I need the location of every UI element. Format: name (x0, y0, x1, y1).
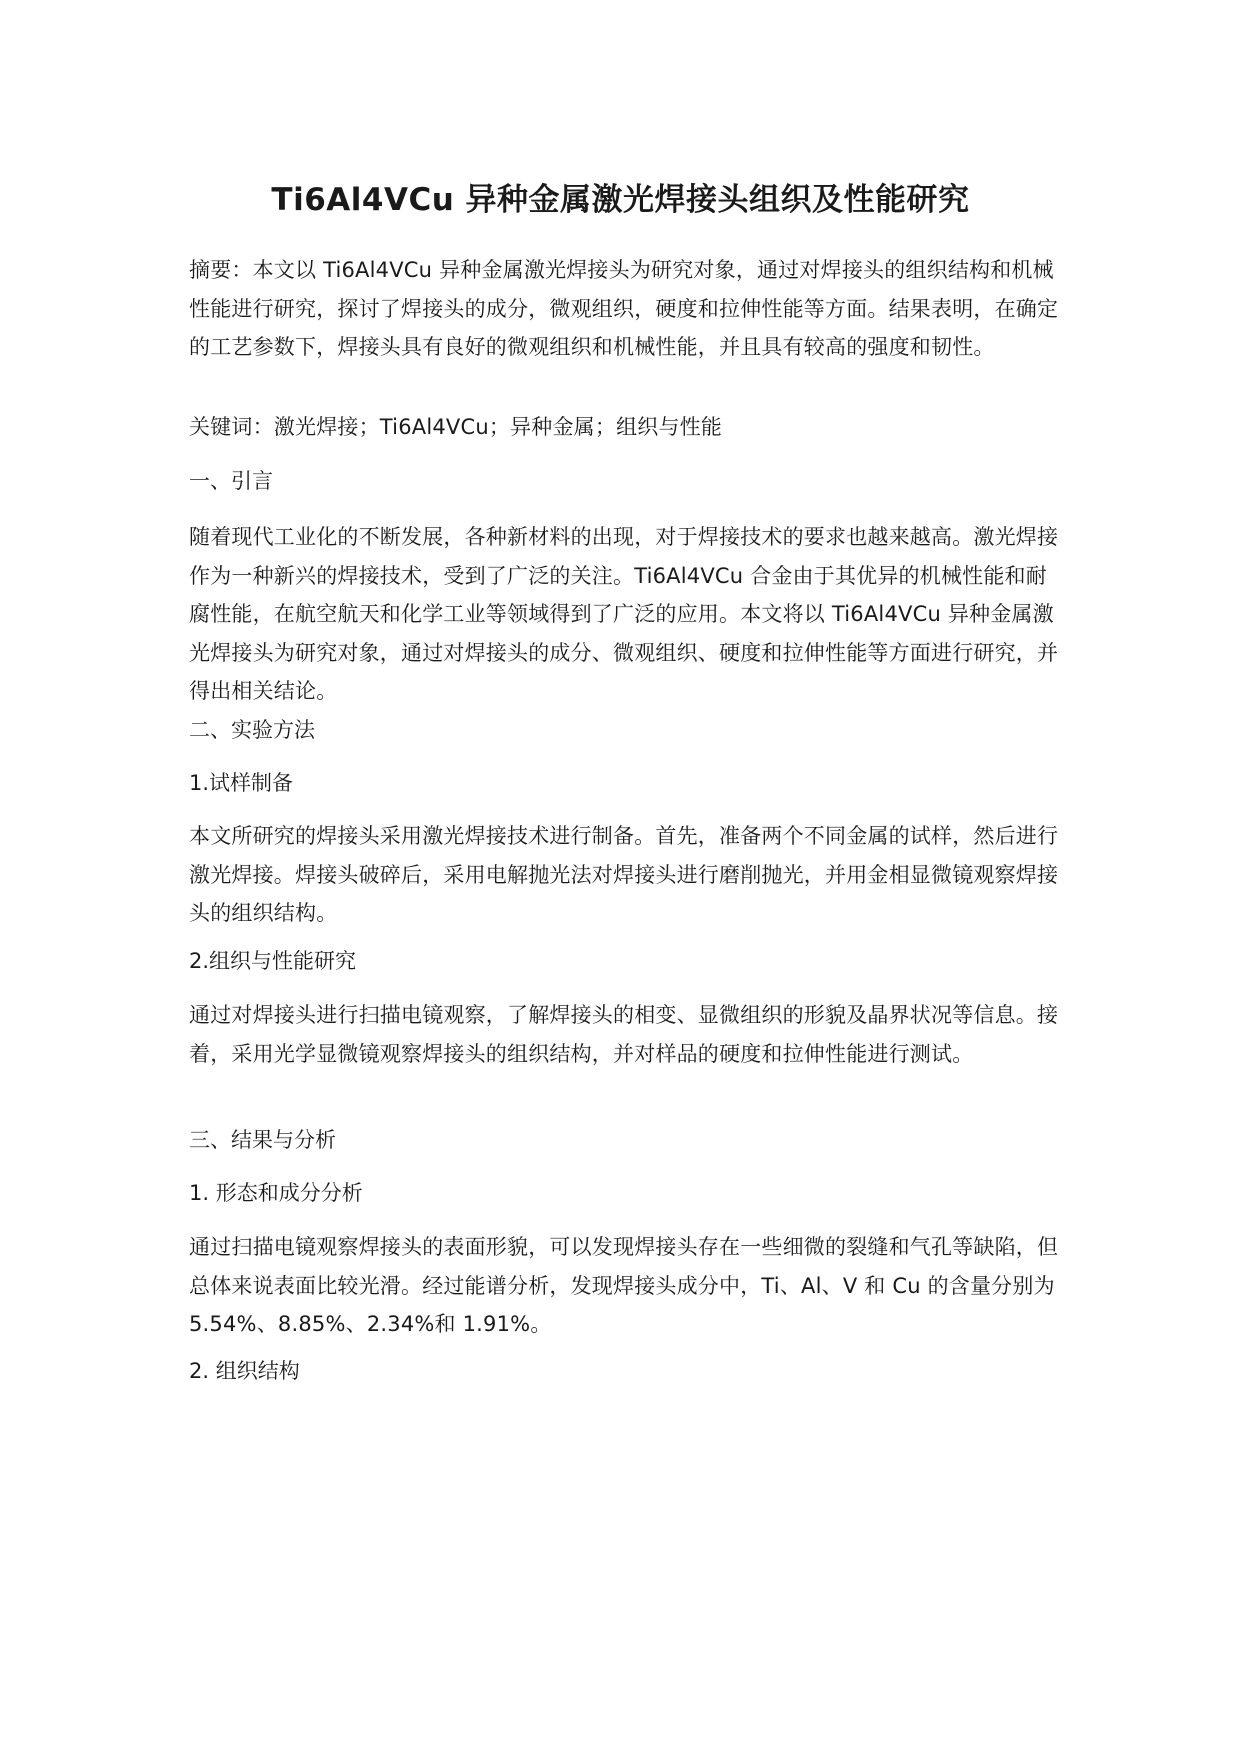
section-heading-methods: 二、实验方法 (189, 718, 315, 742)
morphology-composition-paragraph: 通过扫描电镜观察焊接头的表面形貌，可以发现焊接头存在一些细微的裂缝和气孔等缺陷，但总体来说表面比较光滑。经过能谱分析，发现焊接头成分中，Ti、Al、V 和 Cu 的含量分别为 5.54%、8.85%、2.34%和 1.91%。 (189, 1235, 1059, 1336)
introduction-paragraph: 随着现代工业化的不断发展，各种新材料的出现，对于焊接技术的要求也越来越高。激光焊接作为一种新兴的焊接技术，受到了广泛的关注。Ti6Al4VCu 合金由于其优异的机械性能和耐腐性能，在航空航天和化学工业等领域得到了广泛的应用。本文将以 Ti6Al4VCu 异种金属激光焊接头为研究对象，通过对焊接头的成分、微观组织、硬度和拉伸性能等方面进行研究，并得出相关结论。 (189, 525, 1059, 703)
keywords-line: 关键词：激光焊接；Ti6Al4VCu；异种金属；组织与性能 (189, 415, 723, 439)
section-heading-results: 三、结果与分析 (189, 1128, 336, 1152)
subheading-sample-preparation: 1.试样制备 (189, 771, 294, 795)
document-title: Ti6Al4VCu 异种金属激光焊接头组织及性能研究 (271, 182, 970, 218)
abstract-paragraph: 摘要：本文以 Ti6Al4VCu 异种金属激光焊接头为研究对象，通过对焊接头的组织结构和机械性能进行研究，探讨了焊接头的成分，微观组织，硬度和拉伸性能等方面。结果表明，在确定的工艺参数下，焊接头具有良好的微观组织和机械性能，并且具有较高的强度和韧性。 (189, 258, 1059, 359)
sample-preparation-paragraph: 本文所研究的焊接头采用激光焊接技术进行制备。首先，准备两个不同金属的试样，然后进行激光焊接。焊接头破碎后，采用电解抛光法对焊接头进行磨削抛光，并用金相显微镜观察焊接头的组织结构。 (189, 824, 1059, 925)
subheading-microstructure: 2. 组织结构 (189, 1359, 300, 1383)
subheading-morphology-composition: 1. 形态和成分分析 (189, 1181, 363, 1205)
subheading-structure-performance: 2.组织与性能研究 (189, 949, 357, 973)
structure-performance-paragraph: 通过对焊接头进行扫描电镜观察，了解焊接头的相变、显微组织的形貌及晶界状况等信息。接着，采用光学显微镜观察焊接头的组织结构，并对样品的硬度和拉伸性能进行测试。 (189, 1003, 1059, 1066)
section-heading-introduction: 一、引言 (189, 469, 273, 493)
